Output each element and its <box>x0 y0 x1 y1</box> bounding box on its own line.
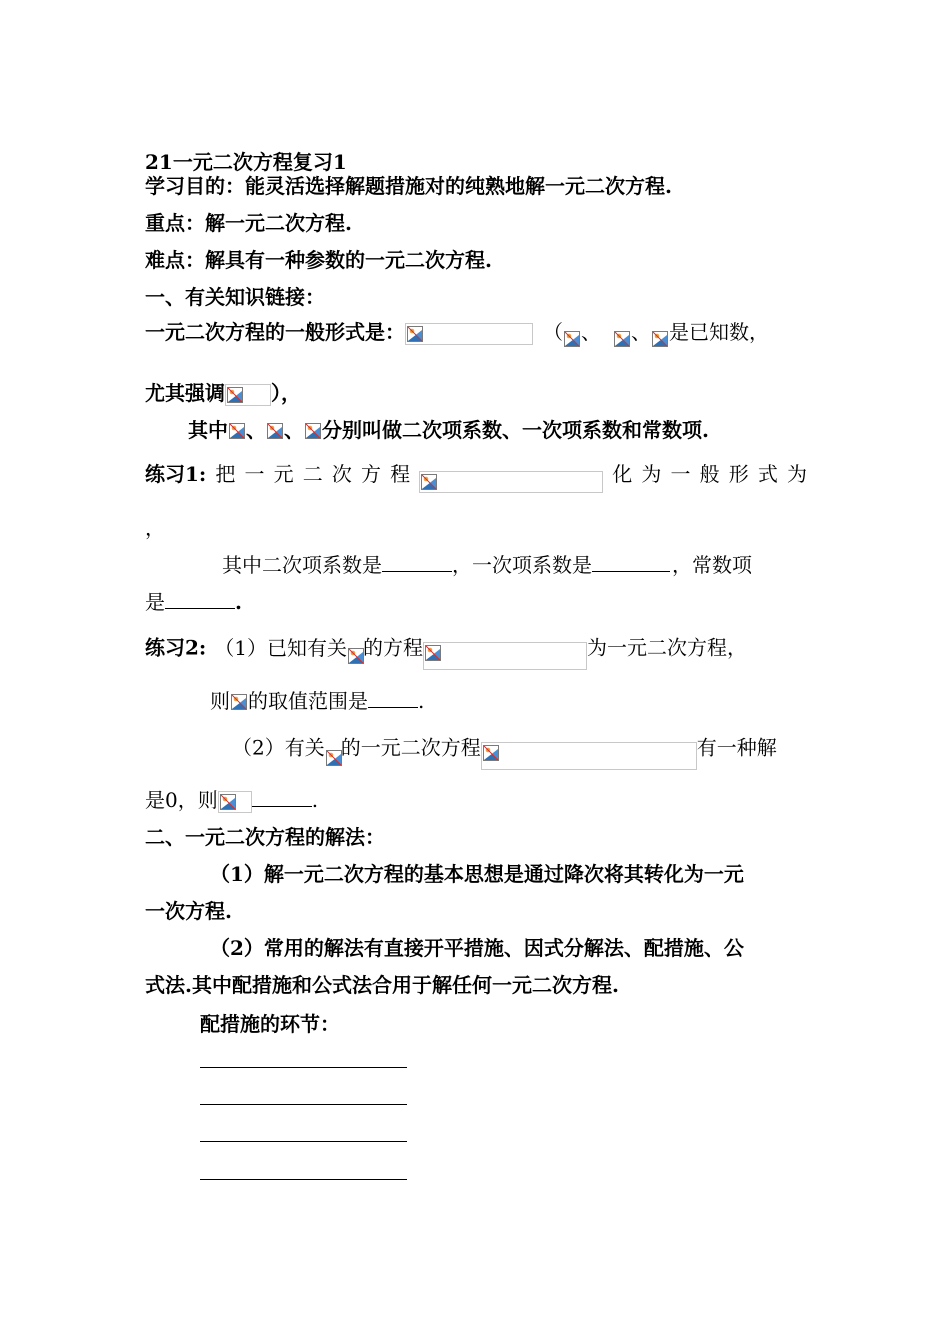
exercise2-part2-line <box>232 728 777 770</box>
linear-coef-label: ，一次项系数是 <box>452 553 592 577</box>
char: 般 <box>699 462 720 486</box>
broken-image-icon <box>651 323 669 345</box>
part2-text-d: 是0，则 <box>145 788 218 812</box>
char: 把 <box>215 462 236 486</box>
period: . <box>235 590 242 614</box>
char: 式 <box>757 462 778 486</box>
known-suffix: 是已知数， <box>669 320 769 344</box>
quadratic-coef-label: 其中二次项系数是 <box>222 553 382 577</box>
broken-image-icon <box>613 323 631 345</box>
general-form-line <box>145 320 769 345</box>
constant-label: ，常数项 <box>672 553 752 577</box>
part2-text-a: （2）有关 <box>232 735 325 760</box>
paren-open: （ <box>543 320 563 344</box>
emphasis-line <box>145 381 301 406</box>
exercise1-line <box>145 455 807 493</box>
separator: 、 <box>631 320 651 344</box>
broken-image-icon <box>230 692 248 714</box>
part1-text-a: （1）已知有关 <box>214 635 348 660</box>
steps-label: 配措施的环节： <box>200 1012 340 1036</box>
period: . <box>311 788 319 812</box>
quadratic-coef-blank <box>382 553 452 572</box>
broken-image-icon <box>218 791 252 813</box>
char: 程 <box>390 462 411 486</box>
exercise2-part1-line <box>145 628 747 670</box>
broken-image-icon <box>423 642 587 670</box>
step-answer-line <box>200 1141 407 1142</box>
section2-item1-line2: 一次方程. <box>145 899 232 923</box>
separator: 、 <box>581 320 601 344</box>
part1-then: 则 <box>210 689 230 713</box>
char: 形 <box>728 462 749 486</box>
broken-image-icon <box>563 323 581 345</box>
char: 为 <box>641 462 662 486</box>
broken-image-icon <box>304 421 322 443</box>
section2-item1-line1: （1）解一元二次方程的基本思想是通过降次将其转化为一元 <box>210 862 744 886</box>
broken-image-icon <box>228 421 246 443</box>
step-answer-line <box>200 1067 407 1068</box>
char: 为 <box>786 462 807 486</box>
key-point: 重点：解一元二次方程. <box>145 211 352 235</box>
step-answer-line <box>200 1179 407 1180</box>
broken-image-icon <box>325 738 341 760</box>
part2-text-b: 的一元二次方程 <box>340 735 481 760</box>
exercise2-part1-range-line <box>210 689 424 714</box>
char: 元 <box>273 462 294 486</box>
part1-text-c: 为一元二次方程， <box>587 635 748 660</box>
constant-blank <box>165 590 235 609</box>
broken-image-icon <box>266 421 284 443</box>
char: 化 <box>612 462 633 486</box>
separator: 、 <box>284 418 304 442</box>
section2-item2-line1: （2）常用的解法有直接开平措施、因式分解法、配措施、公 <box>210 936 744 960</box>
broken-image-icon <box>225 384 271 406</box>
page-title: 21一元二次方程复习1 <box>145 150 347 174</box>
step-answer-line <box>200 1104 407 1105</box>
learning-objective: 学习目的：能灵活选择解题措施对的纯熟地解一元二次方程. <box>145 174 672 198</box>
section1-heading: 一、有关知识链接： <box>145 285 325 309</box>
emphasis-prefix: 尤其强调 <box>145 381 225 405</box>
part1-range-label: 的取值范围是 <box>248 689 368 713</box>
difficulty: 难点：解具有一种参数的一元二次方程. <box>145 248 492 272</box>
broken-image-icon <box>347 638 363 660</box>
exercise2-part2-answer-line <box>145 788 318 813</box>
broken-image-icon <box>481 742 697 770</box>
section2-item2-line2: 式法.其中配措施和公式法合用于解任何一元二次方程. <box>145 973 619 997</box>
value-blank <box>252 788 312 807</box>
emphasis-suffix: ）， <box>271 381 301 405</box>
char: 次 <box>331 462 352 486</box>
exercise1-last-line <box>145 590 242 614</box>
char: 一 <box>670 462 691 486</box>
exercise1-comma: ， <box>145 516 165 540</box>
range-blank <box>368 689 418 708</box>
linear-coef-blank <box>592 553 670 572</box>
coef-suffix: 分别叫做二次项系数、一次项系数和常数项. <box>322 418 709 442</box>
exercise1-blanks-line <box>222 553 752 577</box>
part2-text-c: 有一种解 <box>696 735 777 760</box>
coef-prefix: 其中 <box>188 418 228 442</box>
part1-text-b: 的方程 <box>363 635 424 660</box>
char: 二 <box>302 462 323 486</box>
broken-image-icon <box>405 323 533 345</box>
period: . <box>418 689 425 713</box>
broken-image-icon <box>419 471 603 493</box>
constant-prefix: 是 <box>145 590 165 614</box>
char: 一 <box>244 462 265 486</box>
exercise1-label: 练习1: <box>145 462 207 486</box>
exercise2-label: 练习2: <box>145 635 207 660</box>
general-form-label: 一元二次方程的一般形式是： <box>145 320 405 344</box>
coefficients-line <box>188 418 709 443</box>
separator: 、 <box>246 418 266 442</box>
section2-heading: 二、一元二次方程的解法： <box>145 825 385 849</box>
char: 方 <box>360 462 381 486</box>
